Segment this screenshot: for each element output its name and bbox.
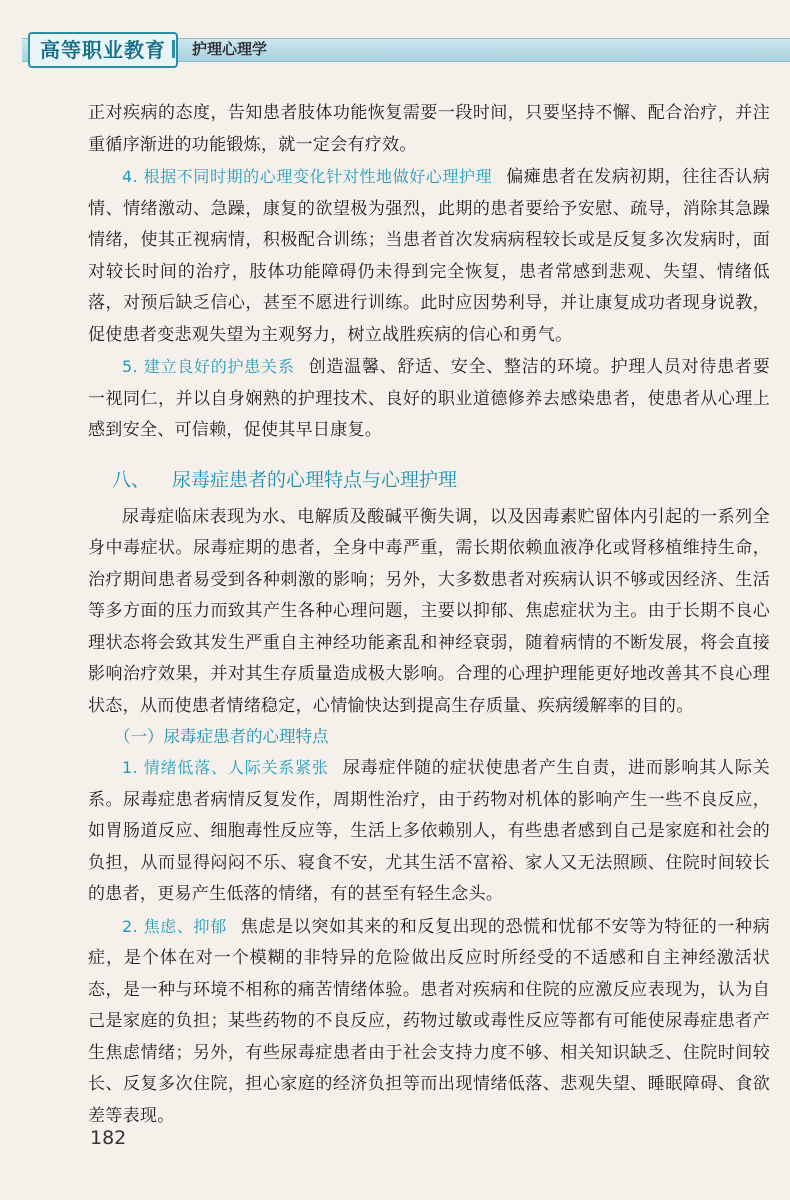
item-5-text: 创造温馨、舒适、安全、整洁的环境。护理人员对待患者要一视同仁，并以自身娴熟的护理技术、良好的职业道德修养去感染患者，使患者从心理上感到安全、可信赖，促使其早日康复。	[88, 357, 770, 440]
item-1-text: 尿毒症伴随的症状使患者产生自责，进而影响其人际关系。尿毒症患者病情反复发作，周期性治疗，由于药物对机体的影响产生一些不良反应，如胃肠道反应、细胞毒性反应等，生活上多依赖别人，有些患者感到自己是家庭和社会的负担，从而显得闷闷不乐、寝食不安，尤其生活不富裕、家人又无法照顾、住院时间较长的患者，更易产生低落的情绪，有的甚至有轻生念头。	[88, 758, 770, 904]
section-intro: 尿毒症临床表现为水、电解质及酸碱平衡失调，以及因毒素贮留体内引起的一系列全身中毒症状。尿毒症期的患者，全身中毒严重，需长期依赖血液净化或肾移植维持生命，治疗期间患者易受到各种刺激的影响；另外，大多数患者对疾病认识不够或因经济、生活等多方面的压力而致其产生各种心理问题，主要以抑郁、焦虑症状为主。由于长期不良心理状态将会致其发生严重自主神经功能紊乱和神经衰弱，随着病情的不断发展，将会直接影响治疗效果，并对其生存质量造成极大影响。合理的心理护理能更好地改善其不良心理状态，从而使患者情绪稳定，心情愉快达到提高生存质量、疾病缓解率的目的。	[88, 506, 770, 716]
item-2-text: 焦虑是以突如其来的和反复出现的恐慌和忧郁不安等为特征的一种病症，是个体在对一个模糊的非特异的危险做出反应时所经受的不适感和自主神经激活状态，是一种与环境不相称的痛苦情绪体验。患者对疾病和住院的应激反应表现为，认为自己是家庭的负担；某些药物的不良反应，药物过敏或毒性反应等都有可能使尿毒症患者产生焦虑情绪；另外，有些尿毒症患者由于社会支持力度不够、相关知识缺乏、住院时间较长、反复多次住院，担心家庭的经济负担等而出现情绪低落、悲观失望、睡眠障碍、食欲差等表现。	[88, 916, 770, 1126]
item-2-label: 2. 焦虑、抑郁	[122, 916, 227, 936]
item-5	[88, 351, 770, 447]
item-2	[88, 911, 770, 1133]
series-badge: 高等职业教育	[28, 32, 178, 68]
page-body	[88, 98, 770, 1132]
item-4	[88, 161, 770, 351]
item-1-label: 1. 情绪低落、人际关系紧张	[122, 758, 329, 777]
running-header	[0, 28, 790, 70]
paragraph-continued: 正对疾病的态度，告知患者肢体功能恢复需要一段时间，只要坚持不懈、配合治疗，并注重循序渐进的功能锻炼，就一定会有疗效。	[88, 103, 770, 155]
item-4-label: 4. 根据不同时期的心理变化针对性地做好心理护理	[122, 167, 493, 186]
item-1	[88, 752, 770, 911]
page-number: 182	[90, 1127, 127, 1149]
item-5-label: 5. 建立良好的护患关系	[122, 357, 295, 376]
section-heading	[112, 465, 770, 492]
section-title: 尿毒症患者的心理特点与心理护理	[172, 468, 458, 491]
subsection-heading: （一）尿毒症患者的心理特点	[114, 727, 329, 746]
header-separator	[172, 40, 187, 58]
book-title: 护理心理学	[192, 40, 268, 58]
item-4-text: 偏瘫患者在发病初期，往往否认病情、情绪激动、急躁，康复的欲望极为强烈，此期的患者要给予安慰、疏导，消除其急躁情绪，使其正视病情，积极配合训练；当患者首次发病病程较长或是反复多次发病时，面对较长时间的治疗，肢体功能障碍仍未得到完全恢复，患者常感到悲观、失望、情绪低落，对预后缺乏信心，甚至不愿进行训练。此时应因势利导，并让康复成功者现身说教，促使患者变悲观失望为主观努力，树立战胜疾病的信心和勇气。	[88, 167, 771, 345]
section-number: 八、	[112, 468, 151, 491]
